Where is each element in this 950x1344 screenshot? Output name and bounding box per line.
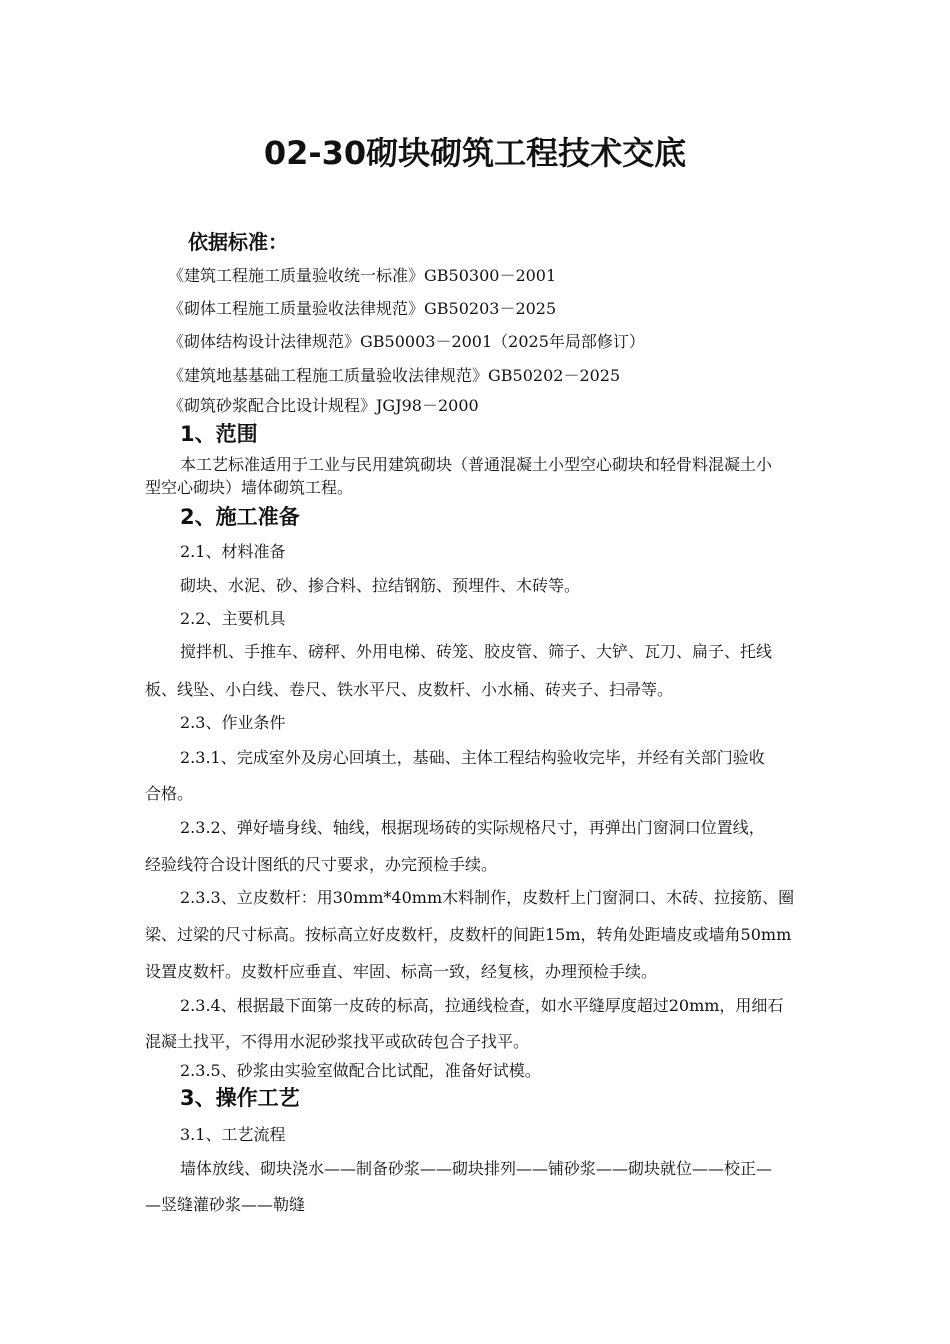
paragraph-line: 板、线坠、小白线、卷尺、铁水平尺、皮数杆、小水桶、砖夹子、扫帚等。 bbox=[145, 680, 674, 699]
paragraph-line: 2.3.5、砂浆由实验室做配合比试配，准备好试模。 bbox=[180, 1061, 541, 1080]
basis-item: 《建筑地基基础工程施工质量验收法律规范》GB50202－2025 bbox=[168, 366, 621, 385]
paragraph-line: 设置皮数杆。皮数杆应垂直、牢固、标高一致，经复核，办理预检手续。 bbox=[145, 962, 658, 981]
basis-heading: 依据标准： bbox=[188, 230, 288, 254]
basis-item: 《砌体结构设计法律规范》GB50003－2001（2025年局部修订） bbox=[168, 332, 645, 351]
subsection-heading: 2.1、材料准备 bbox=[180, 542, 286, 561]
paragraph-line: 2.3.4、根据最下面第一皮砖的标高，拉通线检查，如水平缝厚度超过20mm，用细石 bbox=[180, 996, 784, 1015]
paragraph-line: 墙体放线、砌块浇水——制备砂浆——砌块排列——铺砂浆——砌块就位——校正— bbox=[180, 1159, 773, 1178]
subsection-heading: 2.3、作业条件 bbox=[180, 713, 286, 732]
paragraph-line: 型空心砌块）墙体砌筑工程。 bbox=[145, 478, 354, 497]
paragraph-line: 合格。 bbox=[145, 784, 194, 803]
paragraph-line: —竖缝灌砂浆——勒缝 bbox=[145, 1195, 306, 1214]
section-heading-2: 2、施工准备 bbox=[180, 505, 300, 529]
paragraph-line: 经验线符合设计图纸的尺寸要求，办完预检手续。 bbox=[145, 855, 498, 874]
section-heading-1: 1、范围 bbox=[180, 422, 258, 446]
paragraph-line: 混凝土找平，不得用水泥砂浆找平或砍砖包合子找平。 bbox=[145, 1032, 530, 1051]
paragraph-line: 本工艺标准适用于工业与民用建筑砌块（普通混凝土小型空心砌块和轻骨料混凝土小 bbox=[180, 455, 773, 474]
subsection-heading: 3.1、工艺流程 bbox=[180, 1125, 286, 1144]
paragraph-line: 梁、过梁的尺寸标高。按标高立好皮数杆，皮数杆的间距15m，转角处距墙皮或墙角50mm bbox=[145, 925, 792, 944]
paragraph-line: 搅拌机、手推车、磅秤、外用电梯、砖笼、胶皮管、筛子、大铲、瓦刀、扁子、托线 bbox=[180, 642, 773, 661]
paragraph-line: 砌块、水泥、砂、掺合料、拉结钢筋、预埋件、木砖等。 bbox=[180, 576, 581, 595]
section-heading-3: 3、操作工艺 bbox=[180, 1086, 300, 1110]
page-title: 02-30砌块砌筑工程技术交底 bbox=[263, 134, 687, 172]
basis-item: 《建筑工程施工质量验收统一标准》GB50300－2001 bbox=[168, 266, 557, 285]
paragraph-line: 2.3.2、弹好墙身线、轴线，根据现场砖的实际规格尺寸，再弹出门窗洞口位置线， bbox=[180, 818, 765, 837]
basis-item: 《砌筑砂浆配合比设计规程》JGJ98－2000 bbox=[168, 396, 479, 415]
basis-item: 《砌体工程施工质量验收法律规范》GB50203－2025 bbox=[168, 299, 557, 318]
paragraph-line: 2.3.1、完成室外及房心回填土，基础、主体工程结构验收完毕，并经有关部门验收 bbox=[180, 748, 765, 767]
paragraph-line: 2.3.3、立皮数杆：用30mm*40mm木料制作，皮数杆上门窗洞口、木砖、拉接筋、圈 bbox=[180, 888, 795, 907]
subsection-heading: 2.2、主要机具 bbox=[180, 609, 286, 628]
